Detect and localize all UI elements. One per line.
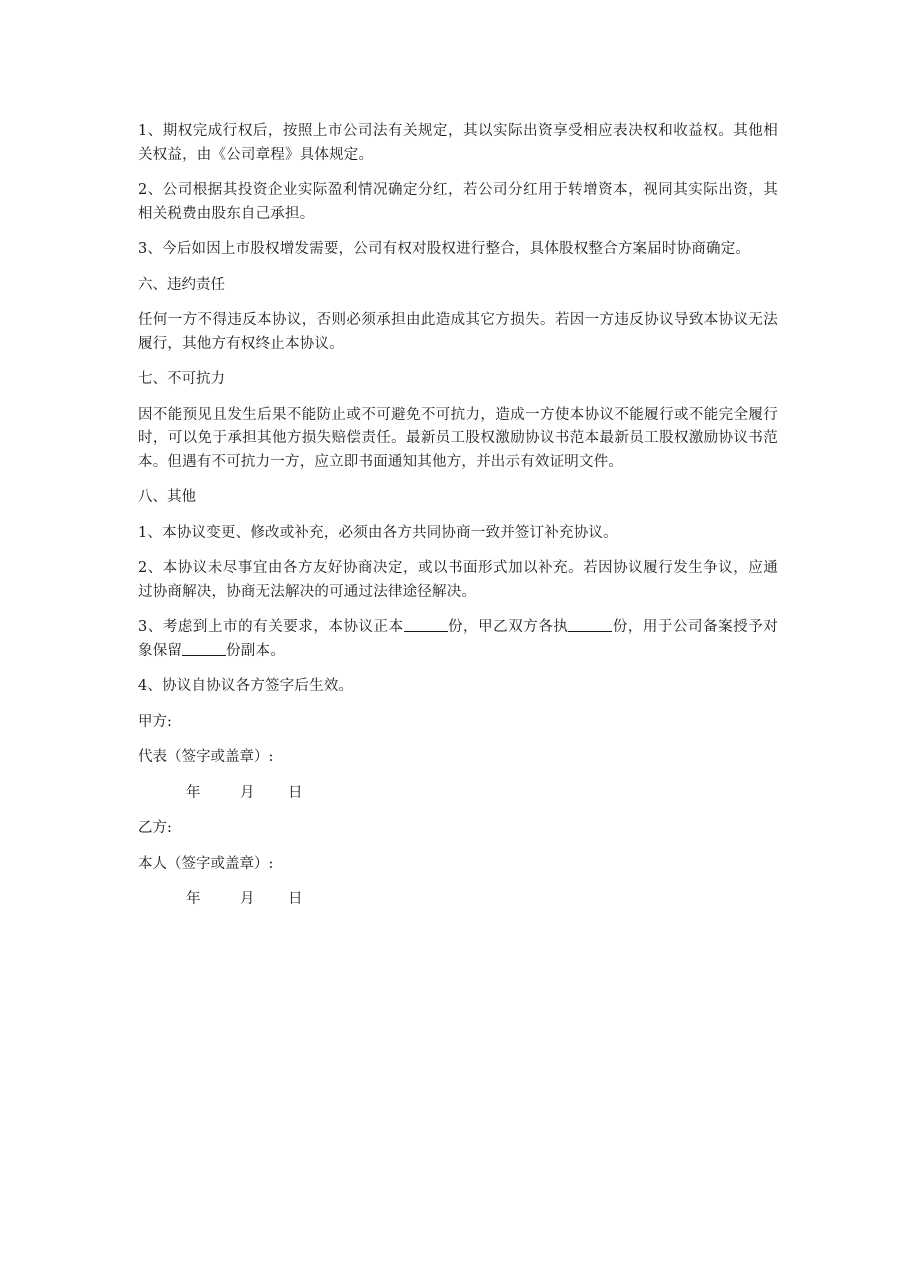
- party-a-representative-signature: 代表（签字或盖章）:: [138, 749, 274, 765]
- party-a-label: 甲方:: [138, 713, 172, 730]
- section-heading-other: 八、其他: [138, 489, 196, 505]
- date-day: 日: [288, 784, 303, 801]
- copies-blank-each[interactable]: [568, 617, 612, 632]
- clause-5-item-3: 3、今后如因上市股权增发需要，公司有权对股权进行整合，具体股权整合方案届时协商确定。: [138, 241, 751, 257]
- date-day: 日: [288, 891, 303, 907]
- date-year: 年: [186, 784, 201, 801]
- copies-blank-duplicate[interactable]: [182, 641, 226, 656]
- other-item-4: 4、协议自协议各方签字后生效。: [138, 678, 354, 694]
- other-item-2: 2、本协议未尽事宜由各方友好协商决定，或以书面形式加以补充。若因协议履行发生争议，应通过协商解决，协商无法解决的可通过法律途径解决。: [138, 560, 778, 600]
- party-b-personal-signature: 本人（签字或盖章）:: [138, 855, 274, 872]
- other-item-3: [138, 616, 778, 663]
- section-heading-force-majeure: 七、不可抗力: [138, 371, 225, 387]
- other-item-3-part-a: 3、考虑到上市的有关要求，本协议正本: [138, 619, 404, 635]
- date-month: 月: [240, 891, 255, 907]
- date-month: 月: [240, 784, 255, 801]
- document-page: [138, 120, 778, 924]
- copies-blank-original[interactable]: [404, 617, 448, 632]
- party-b-label: 乙方:: [138, 820, 172, 836]
- date-year: 年: [186, 891, 201, 907]
- clause-5-item-1: 1、期权完成行权后，按照上市公司法有关规定，其以实际出资享受相应表决权和收益权。其他相关权益，由《公司章程》具体规定。: [138, 123, 778, 163]
- section-heading-breach: 六、违约责任: [138, 276, 225, 293]
- other-item-3-part-d: 份副本。: [226, 642, 285, 659]
- other-item-1: 1、本协议变更、修改或补充，必须由各方共同协商一致并签订补充协议。: [138, 524, 618, 541]
- party-a-date: [186, 782, 778, 806]
- other-item-3-part-b: 份，甲乙双方各执: [447, 619, 569, 635]
- force-majeure-clause: 因不能预见且发生后果不能防止或不可避免不可抗力，造成一方使本协议不能履行或不能完全履行时，可以免于承担其他方损失赔偿责任。最新员工股权激励协议书范本最新员工股权激励协议书范本。但遇有不可抗力一方，应立即书面通知其他方，并出示有效证明文件。: [138, 406, 778, 470]
- other-item-3-part-c: 份，用于公司备案授予对象保留: [138, 619, 778, 659]
- party-b-date: [186, 888, 778, 912]
- clause-5-item-2: 2、公司根据其投资企业实际盈利情况确定分红，若公司分红用于转增资本，视同其实际出资，其相关税费由股东自己承担。: [138, 182, 778, 222]
- breach-clause: 任何一方不得违反本协议，否则必须承担由此造成其它方损失。若因一方违反协议导致本协议无法履行，其他方有权终止本协议。: [138, 312, 778, 352]
